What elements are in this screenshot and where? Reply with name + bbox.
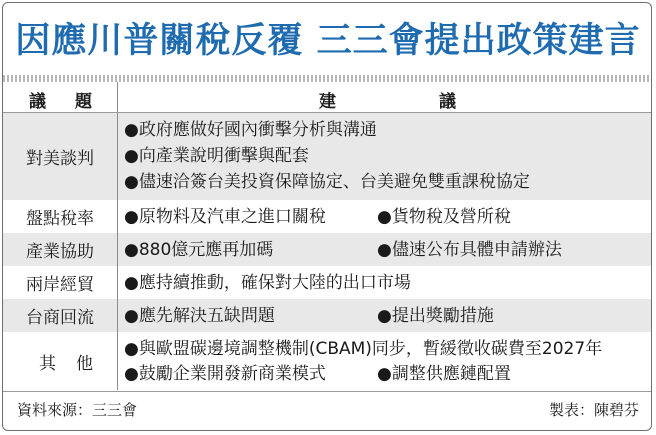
column-divider: [117, 299, 118, 332]
row-topic: 產業協助: [26, 242, 94, 262]
row-topic: 對美談判: [26, 149, 94, 169]
suggestion-item: ●儘速公布具體申請辦法: [377, 240, 562, 260]
table-row: [3, 233, 652, 266]
header-suggestion-char-2: 議: [439, 92, 456, 112]
suggestion-item: ●向產業說明衝擊與配套: [124, 146, 309, 166]
suggestion-item: ●880億元應再加碼: [124, 240, 274, 260]
table-row: [3, 332, 652, 390]
title-divider: [3, 75, 652, 82]
page-title: 因應川普關稅反覆 三三會提出政策建言: [15, 21, 641, 61]
column-divider: [117, 332, 118, 390]
table-row: [3, 200, 652, 233]
suggestion-item: ●貨物稅及營所稅: [377, 207, 511, 227]
table-row: [3, 266, 652, 299]
row-topic: 盤點稅率: [26, 209, 94, 229]
table-row: [3, 299, 652, 332]
footer: [3, 391, 652, 427]
suggestion-item: ●與歐盟碳邊境調整機制(CBAM)同步，暫緩徵收碳費至2027年: [124, 339, 603, 359]
row-topic-char-2: 他: [76, 353, 93, 374]
row-topic: [3, 332, 117, 390]
row-topic: 台商回流: [26, 308, 94, 328]
suggestion-item: ●原物料及汽車之進口關稅: [124, 207, 326, 227]
suggestion-item: ●調整供應鏈配置: [377, 364, 511, 384]
table-row: [3, 113, 652, 200]
suggestion-item: ●應持續推動，確保對大陸的出口市場: [124, 273, 411, 293]
column-divider: [117, 200, 118, 233]
suggestion-item: ●應先解決五缺問題: [124, 306, 275, 326]
table-header: [3, 82, 652, 112]
suggestion-item: ●政府應做好國內衝擊分析與溝通: [124, 120, 377, 140]
credit-note: 製表：陳碧芬: [548, 401, 639, 419]
column-divider: [117, 233, 118, 266]
row-topic-char-1: 其: [39, 353, 56, 374]
suggestion-item: ●儘速洽簽台美投資保障協定、台美避免雙重課稅協定: [124, 172, 530, 192]
header-suggestion-char-1: 建: [319, 92, 336, 112]
suggestion-item: ●鼓勵企業開發新商業模式: [124, 364, 326, 384]
row-topic: 兩岸經貿: [26, 275, 94, 295]
suggestion-item: ●提出獎勵措施: [377, 306, 494, 326]
column-divider: [117, 113, 118, 200]
infographic-frame: [2, 2, 652, 431]
header-topic-char-1: 議: [29, 92, 46, 112]
source-note: 資料來源：三三會: [17, 401, 138, 419]
header-topic-char-2: 題: [75, 92, 92, 112]
column-divider: [117, 266, 118, 299]
column-divider: [117, 82, 118, 112]
